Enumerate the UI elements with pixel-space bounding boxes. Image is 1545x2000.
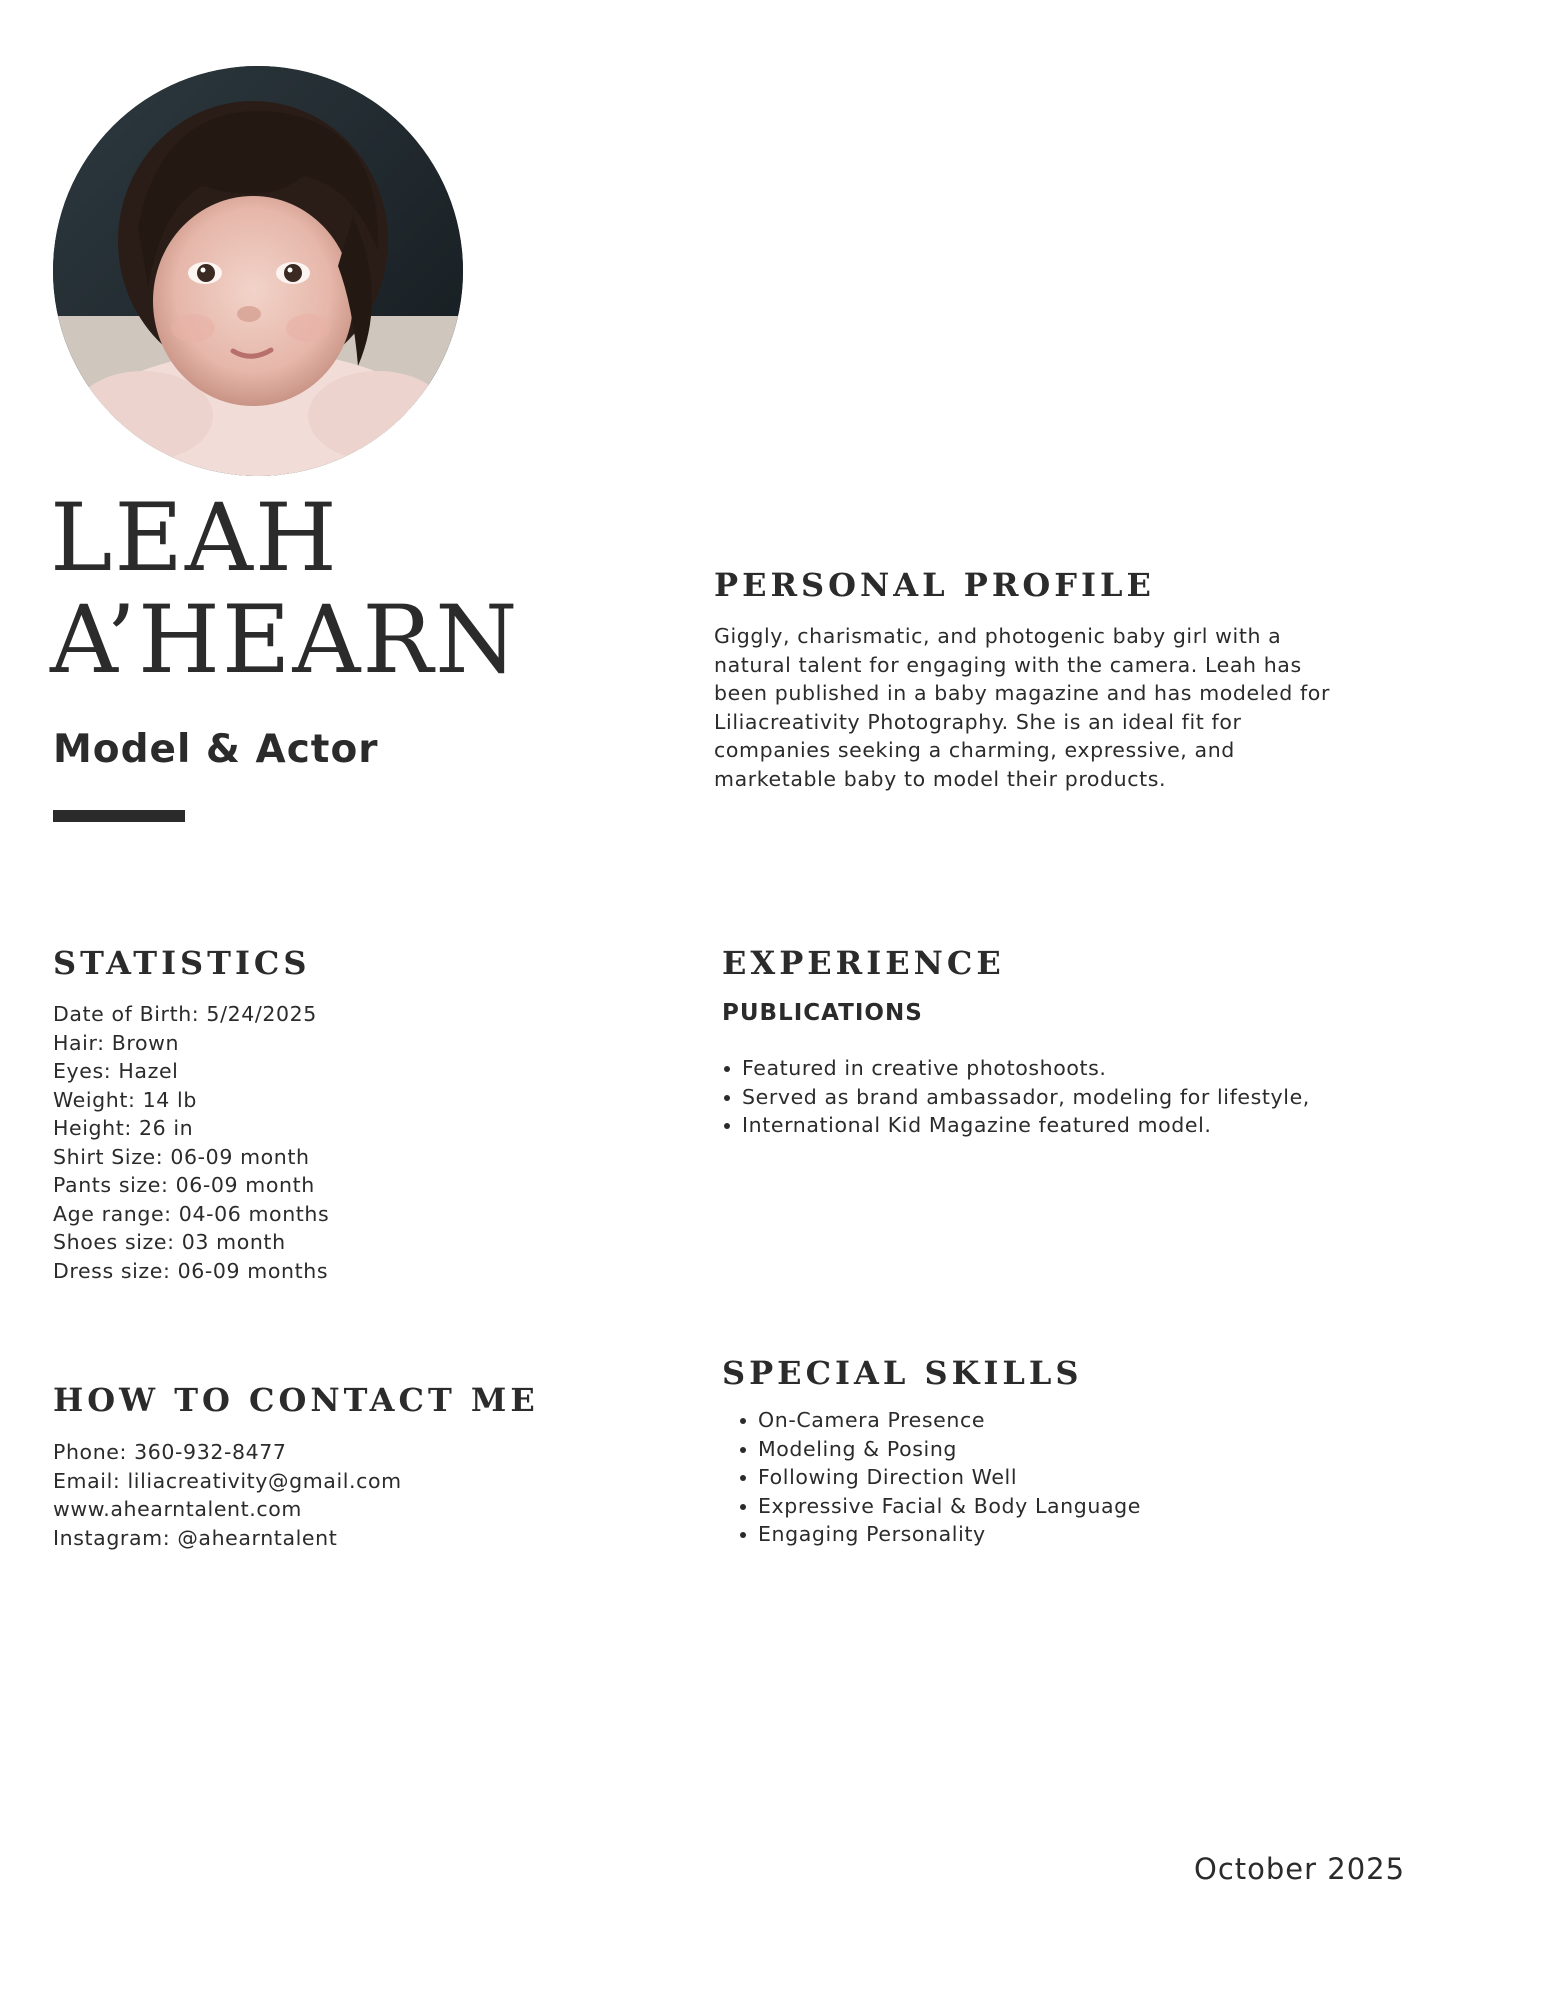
list-item: Expressive Facial & Body Language — [738, 1492, 1141, 1521]
skills-list — [738, 1406, 1141, 1549]
list-item: On-Camera Presence — [738, 1406, 1141, 1435]
profile-line: Giggly, charismatic, and photogenic baby girl with a — [714, 624, 1282, 648]
profile-heading: PERSONAL PROFILE — [714, 566, 1155, 604]
list-item: Served as brand ambassador, modeling for lifestyle, — [722, 1083, 1310, 1112]
list-item: Following Direction Well — [738, 1463, 1141, 1492]
contact-email: Email: liliacreativity@gmail.com — [53, 1468, 402, 1493]
list-item: International Kid Magazine featured model. — [722, 1111, 1310, 1140]
contact-phone: Phone: 360-932-8477 — [53, 1440, 287, 1464]
stat-item: Weight: 14 lb — [53, 1087, 197, 1112]
profile-photo — [53, 66, 463, 476]
publications-subheading: PUBLICATIONS — [722, 1000, 923, 1026]
candidate-name — [50, 484, 520, 695]
profile-line: Liliacreativity Photography. She is an ideal fit for — [714, 709, 1242, 734]
stat-item: Age range: 04-06 months — [53, 1201, 330, 1226]
stat-item: Dress size: 06-09 months — [53, 1258, 329, 1283]
profile-line: marketable baby to model their products. — [714, 766, 1167, 791]
statistics-heading: STATISTICS — [53, 944, 311, 982]
stat-item: Shoes size: 03 month — [53, 1230, 286, 1254]
accent-divider — [53, 810, 185, 822]
role-title: Model & Actor — [53, 727, 379, 772]
list-item: Featured in creative photoshoots. — [722, 1054, 1310, 1083]
profile-line: natural talent for engaging with the camera. Leah has — [714, 652, 1302, 677]
statistics-list — [53, 1000, 329, 1285]
profile-text — [714, 622, 1354, 793]
document-date: October 2025 — [1194, 1852, 1406, 1886]
contact-website: www.ahearntalent.com — [53, 1497, 302, 1521]
stat-item: Pants size: 06-09 month — [53, 1173, 315, 1197]
stat-item: Shirt Size: 06-09 month — [53, 1144, 310, 1169]
list-item: Engaging Personality — [738, 1520, 1141, 1549]
stat-item: Date of Birth: 5/24/2025 — [53, 1002, 317, 1026]
publications-list — [722, 1054, 1310, 1140]
stat-item: Height: 26 in — [53, 1116, 194, 1140]
experience-heading: EXPERIENCE — [722, 944, 1005, 982]
list-item: Modeling & Posing — [738, 1435, 1141, 1464]
skills-heading: SPECIAL SKILLS — [722, 1354, 1083, 1392]
stat-item: Eyes: Hazel — [53, 1059, 179, 1083]
stat-item: Hair: Brown — [53, 1030, 180, 1055]
name-last: A’HEARN — [50, 586, 520, 695]
profile-line: companies seeking a charming, expressive, and — [714, 738, 1235, 762]
baby-portrait-photo — [53, 66, 463, 476]
contact-instagram: Instagram: @ahearntalent — [53, 1525, 338, 1550]
contact-list — [53, 1438, 402, 1552]
profile-line: been published in a baby magazine and has modeled for — [714, 681, 1330, 705]
contact-heading: HOW TO CONTACT ME — [53, 1381, 539, 1419]
name-first: LEAH — [50, 484, 339, 593]
